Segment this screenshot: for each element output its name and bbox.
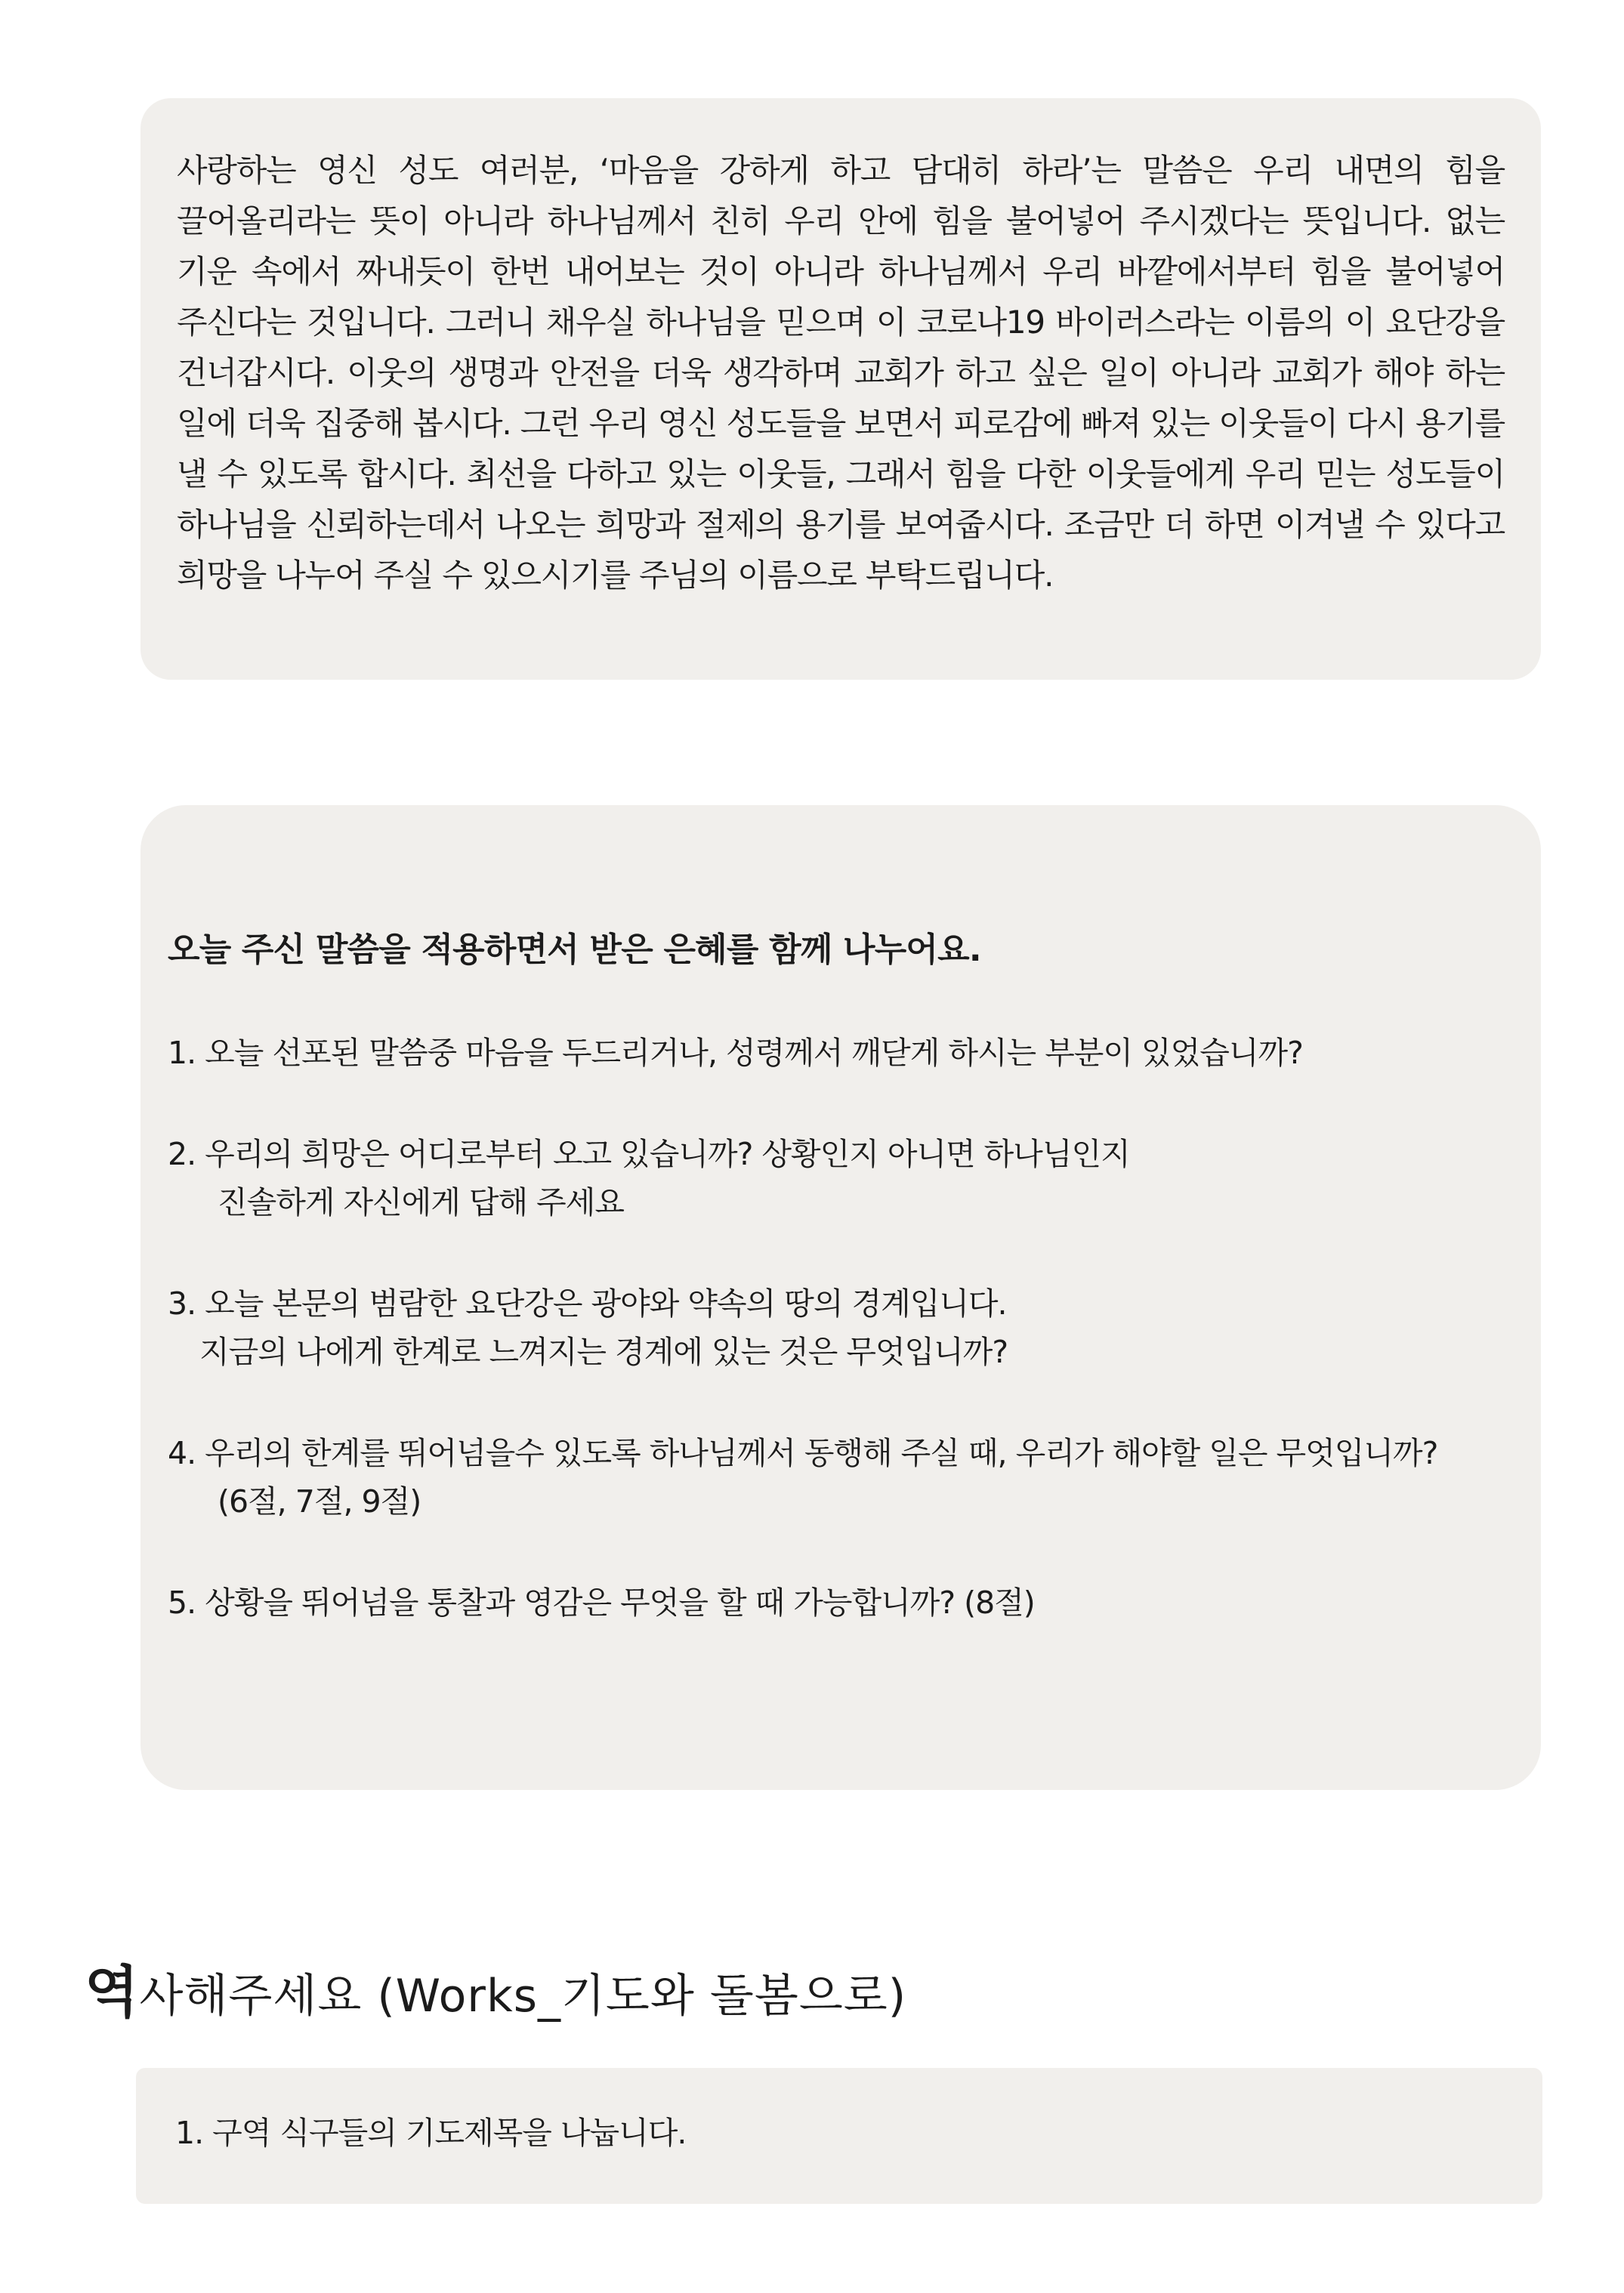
question-item-5 [168,1579,1511,1627]
question-continuation: 진솔하게 자신에게 답해 주세요 [218,1184,624,1221]
sharing-card [140,805,1541,1790]
question-text: 1. 오늘 선포된 말씀중 마음을 두드리거나, 성령께서 깨닫게 하시는 부분이 있었습니까? [168,1035,1303,1071]
question-item-4 [168,1429,1511,1526]
message-paragraph: 사랑하는 영신 성도 여러분, ‘마음을 강하게 하고 담대히 하라’는 말씀은 우리 내면의 힘을 끌어올리라는 뜻이 아니라 하나님께서 친히 우리 안에 힘을 불어넣어 주시겠다는 뜻입니다. 없는 기운 속에서 짜내듯이 한번 내어보는 것이 아니라 하나님께서 우리 바깥에서부터 힘을 불어넣어 주신다는 것입니다. 그러니 채우실 하나님을 믿으며 이 코로나19 바이러스라는 이름의 이 요단강을 건너갑시다. 이웃의 생명과 안전을 더욱 생각하며 교회가 하고 싶은 일이 아니라 교회가 해야 하는 일에 더욱 집중해 봅시다. 그런 우리 영신 성도들을 보면서 피로감에 빠져 있는 이웃들이 다시 용기를 낼 수 있도록 합시다. 최선을 다하고 있는 이웃들, 그래서 힘을 다한 이웃들에게 우리 믿는 성도들이 하나님을 신뢰하는데서 나오는 희망과 절제의 용기를 보여줍시다. 조금만 더 하면 이겨낼 수 있다고 희망을 나누어 주실 수 있으시기를 주님의 이름으로 부탁드립니다. [177,152,1505,594]
question-item-3 [168,1279,1511,1376]
title-rest: 사해주세요 (Works_기도와 돌봄으로) [139,1970,907,2023]
question-item-1 [168,1029,1511,1077]
message-card [140,98,1541,680]
question-text: 5. 상황을 뛰어넘을 통찰과 영감은 무엇을 할 때 가능합니까? (8절) [168,1585,1035,1621]
title-first-char: 역 [85,1960,140,2025]
question-text: 3. 오늘 본문의 범람한 요단강은 광야와 약속의 땅의 경계입니다. [168,1285,1007,1322]
sharing-heading: 오늘 주신 말씀을 적용하면서 받은 은혜를 함께 나누어요. [168,930,981,969]
works-section-title [85,1962,906,2026]
question-list [168,1029,1511,1627]
works-item: 1. 구역 식구들의 기도제목을 나눕니다. [175,2115,687,2151]
works-card [136,2068,1542,2204]
question-text: 2. 우리의 희망은 어디로부터 오고 있습니까? 상황인지 아니면 하나님인지 [168,1136,1130,1172]
question-text: 4. 우리의 한계를 뛰어넘을수 있도록 하나님께서 동행해 주실 때, 우리가 해야할 일은 무엇입니까? [168,1435,1438,1471]
question-continuation: 지금의 나에게 한계로 느껴지는 경계에 있는 것은 무엇입니까? [199,1334,1008,1370]
question-continuation: (6절, 7절, 9절) [218,1483,421,1520]
question-item-2 [168,1130,1511,1227]
